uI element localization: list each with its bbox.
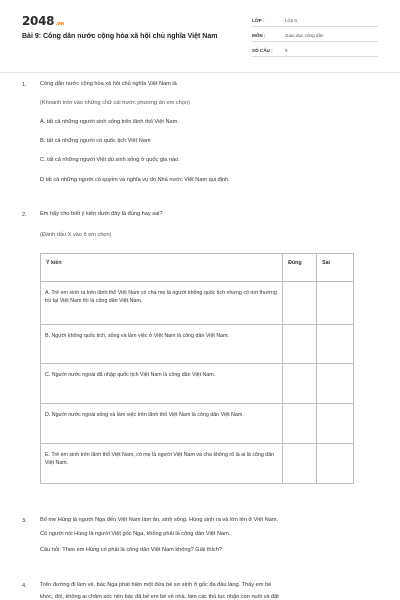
true-cell-a[interactable]: [283, 282, 317, 325]
table-row: [41, 325, 354, 364]
false-cell-a[interactable]: [317, 282, 354, 325]
q3-line-1: Bố mẹ Hùng là người Nga đến Việt Nam làm ăn, sinh sống. Hùng sinh ra và lớn lên ở Việt Nam.: [40, 517, 279, 523]
q4-line-1: Trên đường đi làm về, bác Nga phát hiện một đứa bé sơ sinh ở gốc đa đầu làng. Thấy em bé: [40, 582, 272, 588]
q1-option-c[interactable]: C. tất cả những người Việt dù sinh sống ở quốc gia nào.: [40, 157, 180, 163]
q2-number: 2.: [22, 212, 27, 218]
q1-prompt: Công dân nước cộng hòa xã hội chủ nghĩa Việt Nam là: [40, 81, 177, 87]
q3-number: 3.: [22, 518, 27, 524]
statement-c: C. Người nước ngoài đã nhập quốc tịch Việt Nam là công dân Việt Nam.: [41, 364, 283, 404]
site-logo[interactable]: [22, 14, 64, 28]
page-header: [0, 0, 400, 68]
table-row: [41, 364, 354, 404]
lesson-title: Bài 9: Công dân nước cộng hòa xã hội chủ nghĩa Việt Nam: [22, 33, 218, 40]
q4-line-2: khóc, đói, không ai chăm sóc nên bác đã bế em bé về nhà, làm các thủ tục nhận con nuôi và đặt: [40, 594, 279, 600]
statement-a: A. Trẻ em sinh ra trên lãnh thổ Việt Nam có cha mẹ là người không quốc tịch nhưng có nơi thường trú tại Việt Nam thì là công dân Việt Nam.: [41, 282, 283, 325]
meta-count-key: SỐ CÂU :: [252, 48, 273, 53]
q3-question: Câu hỏi: Theo em Hùng có phải là công dân Việt Nam không? Giải thích?: [40, 547, 223, 553]
meta-grade-value: Lớp 6: [285, 18, 297, 23]
meta-count-value: 5: [285, 48, 288, 53]
meta-subject-value: Giáo dục công dân: [285, 33, 324, 38]
meta-subject-key: MÔN :: [252, 33, 266, 38]
true-cell-b[interactable]: [283, 325, 317, 364]
q1-option-a[interactable]: A. tất cả những người sinh sống trên lãnh thổ Việt Nam.: [40, 119, 179, 125]
true-cell-c[interactable]: [283, 364, 317, 404]
q1-number: 1.: [22, 82, 27, 88]
q4-number: 4.: [22, 583, 27, 589]
true-false-table: [40, 253, 354, 484]
false-cell-b[interactable]: [317, 325, 354, 364]
meta-subject-row: [252, 29, 378, 42]
false-cell-c[interactable]: [317, 364, 354, 404]
table-row: [41, 444, 354, 484]
q1-option-b[interactable]: B. tất cả những người có quốc tịch Việt Nam: [40, 138, 151, 144]
statement-b: B. Người không quốc tịch, sống và làm việc ở Việt Nam là công dân Việt Nam.: [41, 325, 283, 364]
q1-instruction: (Khoanh tròn vào những chữ cái trước phương án em chọn): [40, 100, 190, 106]
true-cell-e[interactable]: [283, 444, 317, 484]
header-true: Đúng: [283, 254, 317, 282]
statement-e: E. Trẻ em sinh trên lãnh thổ Việt Nam, có mẹ là người Việt Nam và cha không rõ là ai là công dân Việt Nam.: [41, 444, 283, 484]
header-false: Sai: [317, 254, 354, 282]
meta-count-row: [252, 44, 378, 57]
false-cell-d[interactable]: [317, 404, 354, 444]
q2-instruction: (Đánh dấu X vào ô em chọn): [40, 232, 112, 238]
header-opinion: Ý kiến: [41, 254, 283, 282]
meta-grade-row: [252, 14, 378, 27]
header-divider: [0, 72, 400, 73]
q1-option-d[interactable]: D tất cả những người có quyền và nghĩa vụ do Nhà nước Việt Nam qui định.: [40, 177, 230, 183]
table-row: [41, 404, 354, 444]
meta-grade-key: LỚP :: [252, 18, 265, 23]
table-row: [41, 282, 354, 325]
q3-line-2: Có người nói Hùng là người Việt gốc Nga, không phải là công dân Việt Nam.: [40, 531, 231, 537]
q2-prompt: Em hãy cho biết ý kiến dưới đây là đúng hay sai?: [40, 211, 163, 217]
statement-d: D. Người nước ngoài sống và làm việc trên lãnh thổ Việt Nam là công dân Việt Nam.: [41, 404, 283, 444]
table-header-row: [41, 254, 354, 282]
logo-text: 2048: [22, 14, 55, 28]
false-cell-e[interactable]: [317, 444, 354, 484]
true-cell-d[interactable]: [283, 404, 317, 444]
logo-suffix: .vn: [55, 21, 64, 27]
